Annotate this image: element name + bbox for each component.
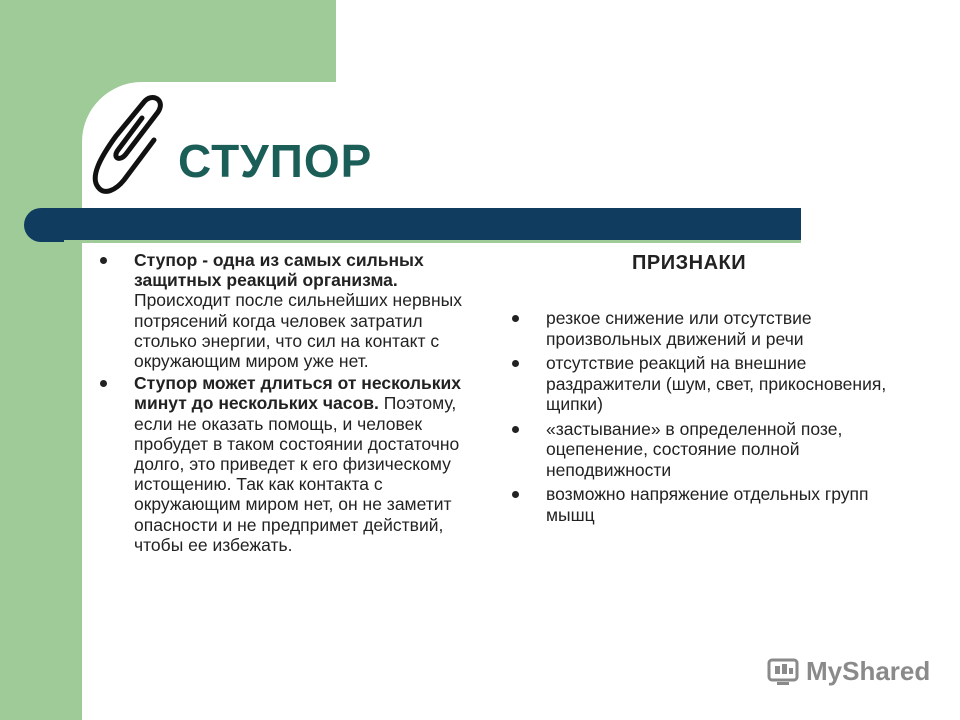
left-column (100, 250, 480, 557)
myshared-logo-icon (766, 654, 800, 688)
bullet-dot (512, 315, 519, 322)
list-item (512, 308, 912, 349)
top-decor-block (0, 0, 336, 82)
item-text: отсутствие реакций на внешние раздражители (шум, свет, прикосновения, щипки) (546, 353, 887, 414)
item-text: Поэтому, если не оказать помощь, и человек пробудет в таком состоянии достаточно долго, это приведет к его физическому истощению. Так как контакта с окружающим миром нет, он не заметит опасности и не предпримет действий, чтобы ее избежать. (134, 393, 460, 555)
list-item (512, 419, 912, 481)
list-item (100, 250, 480, 371)
bullet-dot (100, 380, 107, 387)
left-decor-bar (0, 0, 82, 720)
bullet-dot (512, 360, 519, 367)
item-text: Происходит после сильнейших нервных потрясений когда человек затратил столько энергии, что сил на контакт с окружающим миром уже нет. (134, 290, 462, 372)
divider-underline (64, 240, 801, 243)
watermark (766, 654, 930, 688)
right-column (512, 308, 912, 529)
bullet-dot (512, 426, 519, 433)
item-bold-text: Ступор может длиться от нескольких минут до нескольких часов. (134, 373, 461, 414)
bullet-dot (512, 491, 519, 498)
watermark-text: MyShared (806, 655, 931, 686)
slide-title: СТУПОР (178, 135, 373, 187)
signs-heading: ПРИЗНАКИ (632, 252, 747, 274)
item-text: резкое снижение или отсутствие произвольных движений и речи (546, 308, 812, 349)
paperclip-icon (86, 92, 166, 202)
list-item (100, 373, 480, 555)
list-item (512, 484, 912, 525)
item-bold-text: Ступор - одна из самых сильных защитных реакций организма. (134, 250, 424, 291)
item-text: возможно напряжение отдельных групп мышц (546, 484, 869, 525)
list-item (512, 353, 912, 415)
bullet-dot (100, 257, 107, 264)
title-divider-bar (24, 208, 801, 242)
item-text: «застывание» в определенной позе, оцепенение, состояние полной неподвижности (546, 418, 843, 480)
